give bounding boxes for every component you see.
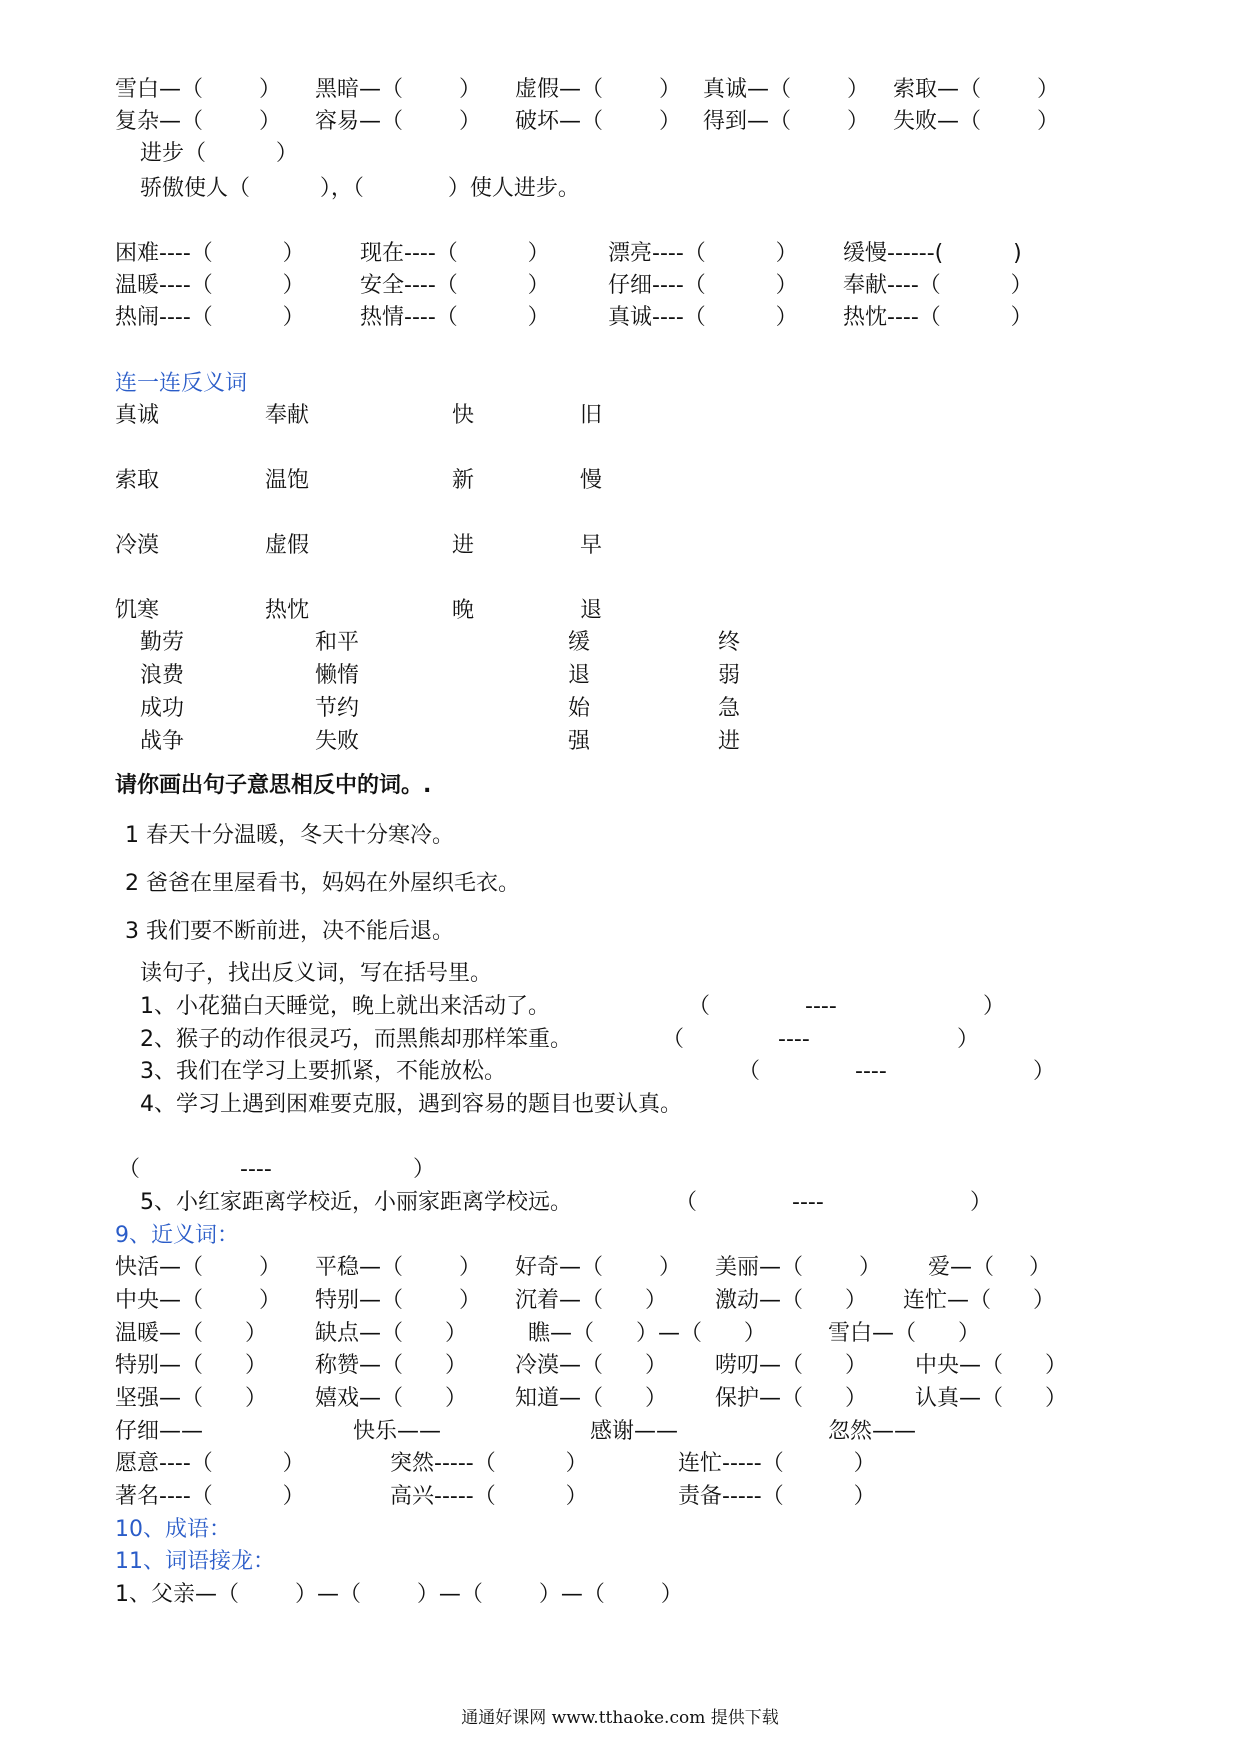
worksheet-line: 战争 — [140, 729, 185, 754]
worksheet-line: 著名----（ ） — [115, 1484, 305, 1509]
worksheet-line: 弱 — [718, 663, 741, 688]
worksheet-line: 4、学习上遇到困难要克服，遇到容易的题目也要认真。 — [140, 1092, 682, 1117]
worksheet-line: 退 — [568, 663, 591, 688]
worksheet-line: 真诚 — [115, 403, 160, 428]
worksheet-line: （ — [662, 1027, 685, 1052]
worksheet-line: ---- — [792, 1190, 824, 1215]
worksheet-line: 3、我们在学习上要抓紧，不能放松。 — [140, 1059, 506, 1084]
worksheet-line: 成功 — [140, 696, 185, 721]
worksheet-line: 中央—（ ） — [915, 1353, 1067, 1378]
worksheet-line: 2 爸爸在里屋看书，妈妈在外屋织毛衣。 — [125, 871, 520, 896]
section-heading: 请你画出句子意思相反中的词。. — [115, 773, 432, 798]
worksheet-line: 坚强—（ ） — [115, 1386, 267, 1411]
worksheet-line: 勤劳 — [140, 630, 185, 655]
worksheet-line: 进步（ ） — [140, 141, 298, 166]
worksheet-line: 失败 — [315, 729, 360, 754]
worksheet-line: 热忱----（ ） — [843, 305, 1033, 330]
section-heading: 10、成语： — [115, 1517, 231, 1542]
worksheet-line: 冷漠 — [115, 533, 160, 558]
worksheet-line: 唠叨—（ ） — [715, 1353, 867, 1378]
worksheet-line: 懒惰 — [315, 663, 360, 688]
section-heading: 连一连反义词 — [115, 371, 248, 396]
worksheet-line: 快 — [452, 403, 475, 428]
worksheet-line: 中央—（ ） — [115, 1288, 281, 1313]
worksheet-line: 复杂—（ ） — [115, 109, 281, 134]
section-heading: 11、词语接龙： — [115, 1549, 275, 1574]
worksheet-line: （ — [675, 1190, 698, 1215]
worksheet-line: 温暖----（ ） — [115, 273, 305, 298]
worksheet-line: ---- — [805, 994, 837, 1019]
worksheet-line: 连忙-----（ ） — [678, 1451, 876, 1476]
worksheet-line: 嬉戏—（ ） — [315, 1386, 467, 1411]
worksheet-line: 安全----（ ） — [360, 273, 550, 298]
worksheet-line: 节约 — [315, 696, 360, 721]
worksheet-line: 现在----（ ） — [360, 241, 550, 266]
worksheet-line: 缓 — [568, 630, 591, 655]
worksheet-line: 知道—（ ） — [515, 1386, 667, 1411]
worksheet-line: 退 — [580, 598, 603, 623]
worksheet-line: ---- — [778, 1027, 810, 1052]
worksheet-line: 温暖—（ ） — [115, 1321, 267, 1346]
worksheet-line: （ — [118, 1157, 141, 1182]
worksheet-line: 平稳—（ ） — [315, 1255, 481, 1280]
worksheet-line: 5、小红家距离学校近，小丽家距离学校远。 — [140, 1190, 572, 1215]
worksheet-line: ） — [1033, 1059, 1056, 1084]
worksheet-line: 快活—（ ） — [115, 1255, 281, 1280]
worksheet-line: 索取 — [115, 468, 160, 493]
worksheet-line: 瞧—（ ）—（ ） — [528, 1321, 766, 1346]
worksheet-line: ） — [970, 1190, 993, 1215]
worksheet-line: ） — [957, 1027, 980, 1052]
worksheet-line: 保护—（ ） — [715, 1386, 867, 1411]
worksheet-line: 奉献----（ ） — [843, 273, 1033, 298]
worksheet-line: ） — [983, 994, 1006, 1019]
worksheet-line: 缓慢------( ) — [843, 241, 1022, 266]
worksheet-line: 突然-----（ ） — [390, 1451, 588, 1476]
worksheet-line: 1、父亲—（ ）—（ ）—（ ）—（ ） — [115, 1582, 683, 1607]
worksheet-line: ---- — [855, 1059, 887, 1084]
worksheet-line: 激动—（ ） — [715, 1288, 867, 1313]
worksheet-line: 真诚—（ ） — [703, 77, 869, 102]
worksheet-line: 漂亮----（ ） — [608, 241, 798, 266]
worksheet-line: 快乐—— — [353, 1419, 442, 1444]
worksheet-line: 称赞—（ ） — [315, 1353, 467, 1378]
worksheet-line: 进 — [452, 533, 475, 558]
worksheet-line: 连忙—（ ） — [903, 1288, 1055, 1313]
worksheet-line: 读句子，找出反义词，写在括号里。 — [140, 961, 493, 986]
worksheet-line: 2、猴子的动作很灵巧，而黑熊却那样笨重。 — [140, 1027, 572, 1052]
worksheet-line: （ — [688, 994, 711, 1019]
worksheet-line: 慢 — [580, 468, 603, 493]
worksheet-line: （ — [738, 1059, 761, 1084]
worksheet-line: 1、小花猫白天睡觉，晚上就出来活动了。 — [140, 994, 550, 1019]
worksheet-line: 急 — [718, 696, 741, 721]
worksheet-line: 真诚----（ ） — [608, 305, 798, 330]
worksheet-line: 1 春天十分温暖，冬天十分寒冷。 — [125, 823, 454, 848]
worksheet-line: 雪白—（ ） — [115, 77, 281, 102]
worksheet-line: 仔细—— — [115, 1419, 204, 1444]
worksheet-line: 热闹----（ ） — [115, 305, 305, 330]
worksheet-line: 奉献 — [265, 403, 310, 428]
worksheet-line: 愿意----（ ） — [115, 1451, 305, 1476]
worksheet-line: 特别—（ ） — [315, 1288, 481, 1313]
worksheet-line: 冷漠—（ ） — [515, 1353, 667, 1378]
worksheet-line: 温饱 — [265, 468, 310, 493]
worksheet-line: 黑暗—（ ） — [315, 77, 481, 102]
worksheet-line: 虚假—（ ） — [515, 77, 681, 102]
worksheet-line: 感谢—— — [590, 1419, 679, 1444]
worksheet-line: 好奇—（ ） — [515, 1255, 681, 1280]
section-heading: 9、近义词： — [115, 1223, 239, 1248]
worksheet-line: 失败—（ ） — [893, 109, 1059, 134]
worksheet-line: 始 — [568, 696, 591, 721]
worksheet-line: 困难----（ ） — [115, 241, 305, 266]
worksheet-line: 新 — [452, 468, 475, 493]
worksheet-line: 强 — [568, 729, 591, 754]
worksheet-line: 进 — [718, 729, 741, 754]
worksheet-line: 沉着—（ ） — [515, 1288, 667, 1313]
worksheet-line: 早 — [580, 533, 603, 558]
worksheet-line: 索取—（ ） — [893, 77, 1059, 102]
worksheet-line: 仔细----（ ） — [608, 273, 798, 298]
worksheet-line: 忽然—— — [828, 1419, 917, 1444]
worksheet-line: 旧 — [580, 403, 603, 428]
worksheet-line: 虚假 — [265, 533, 310, 558]
worksheet-line: 晚 — [452, 598, 475, 623]
worksheet-line: 破坏—（ ） — [515, 109, 681, 134]
worksheet-line: 热忱 — [265, 598, 310, 623]
worksheet-line: 容易—（ ） — [315, 109, 481, 134]
worksheet-line: 美丽—（ ） — [715, 1255, 881, 1280]
worksheet-line: 得到—（ ） — [703, 109, 869, 134]
worksheet-line: 雪白—（ ） — [828, 1321, 980, 1346]
footer-text: 通通好课网 www.tthaoke.com 提供下载 — [461, 1708, 779, 1728]
worksheet-line: 骄傲使人（ ），（ ）使人进步。 — [140, 176, 580, 201]
worksheet-line: 高兴-----（ ） — [390, 1484, 588, 1509]
worksheet-line: 终 — [718, 630, 741, 655]
worksheet-line: 饥寒 — [115, 598, 160, 623]
worksheet-line: 爱—（ ） — [928, 1255, 1051, 1280]
worksheet-line: 认真—（ ） — [915, 1386, 1067, 1411]
worksheet-line: ---- — [240, 1157, 272, 1182]
worksheet-line: 特别—（ ） — [115, 1353, 267, 1378]
worksheet-line: ） — [413, 1157, 436, 1182]
worksheet-line: 3 我们要不断前进，决不能后退。 — [125, 919, 454, 944]
worksheet-line: 和平 — [315, 630, 360, 655]
worksheet-line: 热情----（ ） — [360, 305, 550, 330]
worksheet-line: 浪费 — [140, 663, 185, 688]
worksheet-line: 缺点—（ ） — [315, 1321, 467, 1346]
worksheet-line: 责备-----（ ） — [678, 1484, 876, 1509]
